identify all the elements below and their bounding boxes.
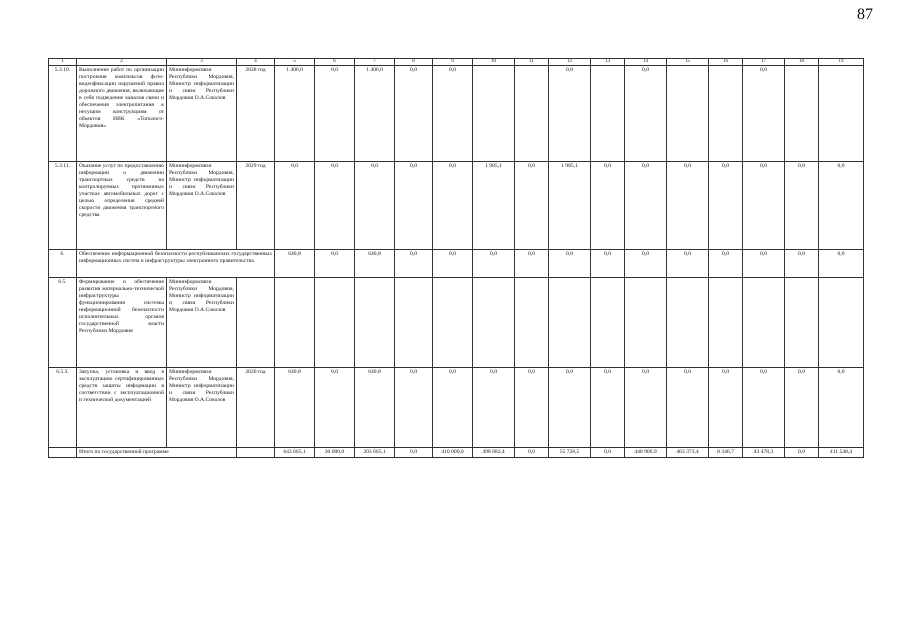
cell-value [819, 278, 864, 368]
total-value: 440 906,9 [625, 448, 667, 458]
total-value: 0,0 [591, 448, 625, 458]
cell-value: 0,0 [667, 368, 709, 448]
cell-value: 0,0 [819, 162, 864, 250]
column-number: 4 [237, 59, 275, 66]
cell-value: 0,0 [591, 368, 625, 448]
cell-value [591, 66, 625, 162]
cell-value [591, 278, 625, 368]
row-number: 6.5.3. [49, 368, 77, 448]
cell-value: 0,0 [743, 368, 785, 448]
column-number: 13 [591, 59, 625, 66]
cell-value: 1 406,0 [355, 66, 395, 162]
cell-value [819, 66, 864, 162]
total-number [49, 448, 77, 458]
column-number: 17 [743, 59, 785, 66]
cell-value [743, 278, 785, 368]
row-number: 5.3.11. [49, 162, 77, 250]
table-row [49, 162, 864, 250]
cell-value [315, 278, 355, 368]
row-executor: Мининформсвязи Республики Мордовия, Министр информатизации и связи Республики Мордовия О.А.Соколов [167, 66, 237, 162]
row-year: 2029 год [237, 162, 275, 250]
column-number-row [49, 59, 864, 66]
total-value: 0,0 [515, 448, 549, 458]
table-row [49, 66, 864, 162]
cell-value: 0,0 [709, 368, 743, 448]
total-value: 411 548,4 [819, 448, 864, 458]
column-number: 7 [355, 59, 395, 66]
total-value: 498 682,4 [473, 448, 515, 458]
cell-value: 0,0 [785, 368, 819, 448]
row-description: Формирование и обеспечение развития материально-технической инфраструктуры функционирования системы информационной безопасности исполнительных органов государственной власти Республики Мордовия [77, 278, 167, 368]
total-year [237, 448, 275, 458]
cell-value: 0,0 [625, 250, 667, 278]
cell-value [549, 278, 591, 368]
table-row [49, 250, 864, 278]
cell-value: 0,0 [549, 66, 591, 162]
cell-value: 1 985,1 [473, 162, 515, 250]
row-executor: Мининформсвязи Республики Мордовия, Министр информатизации и связи Республики Мордовия О.А.Соколов [167, 162, 237, 250]
row-number: 6.5. [49, 278, 77, 368]
cell-value [355, 278, 395, 368]
total-value: 30 000,0 [315, 448, 355, 458]
cell-value: 0,0 [785, 250, 819, 278]
cell-value: 0,0 [473, 250, 515, 278]
row-description: Выполнение работ по организации построения комплексов фото-видеофиксации нарушений правил дорожного движения, включающие в себя подведение каналов связи и обеспечения электропитания к несущим конструкциям от объектов ИВК «Тополого-Мордовия» [77, 66, 167, 162]
column-number: 2 [77, 59, 167, 66]
column-number: 12 [549, 59, 591, 66]
total-value: 203 665,1 [355, 448, 395, 458]
cell-value: 0,0 [819, 368, 864, 448]
total-value: 0,0 [785, 448, 819, 458]
row-year: 2028 год [237, 66, 275, 162]
total-value: 55 728,5 [549, 448, 591, 458]
column-number: 18 [785, 59, 819, 66]
cell-value [473, 278, 515, 368]
cell-value [785, 278, 819, 368]
row-number: 5.3.10. [49, 66, 77, 162]
cell-value: 0,0 [395, 66, 433, 162]
cell-value: 0,0 [433, 66, 473, 162]
cell-value [667, 278, 709, 368]
column-number: 15 [667, 59, 709, 66]
cell-value [433, 278, 473, 368]
cell-value: 0,0 [315, 368, 355, 448]
row-description: Обеспечение информационной безопасности республиканских государственных информационных систем и инфраструктуры электронного правительства [77, 250, 275, 278]
cell-value: 0,0 [625, 66, 667, 162]
total-value: 410 000,0 [433, 448, 473, 458]
cell-value [709, 66, 743, 162]
cell-value: 0,0 [433, 162, 473, 250]
cell-value: 0,0 [743, 66, 785, 162]
cell-value: 0,0 [709, 250, 743, 278]
cell-value: 0,0 [549, 368, 591, 448]
cell-value [473, 66, 515, 162]
column-number: 10 [473, 59, 515, 66]
cell-value: 0,0 [591, 250, 625, 278]
cell-value: 0,0 [743, 162, 785, 250]
column-number: 19 [819, 59, 864, 66]
cell-value: 0,0 [275, 162, 315, 250]
cell-value: 0,0 [667, 162, 709, 250]
cell-value: 0,0 [625, 368, 667, 448]
cell-value [515, 66, 549, 162]
cell-value [625, 278, 667, 368]
total-value: 0,0 [395, 448, 433, 458]
total-row [49, 448, 864, 458]
cell-value [395, 278, 433, 368]
cell-value: 1 406,0 [275, 66, 315, 162]
cell-value: 0,0 [591, 162, 625, 250]
cell-value: 0,0 [515, 162, 549, 250]
row-description: Оказание услуг по предоставлению информации о движении транспортных средств на контролируемых протяженных участках автомобильных дорог с целью определения средней скорости движения транспортного средства [77, 162, 167, 250]
cell-value: 0,0 [785, 162, 819, 250]
cell-value: 0,0 [625, 162, 667, 250]
column-number: 9 [433, 59, 473, 66]
cell-value: 0,0 [395, 368, 433, 448]
row-year [237, 278, 275, 368]
cell-value: 0,0 [395, 250, 433, 278]
cell-value [275, 278, 315, 368]
row-description: Закупка, установка и ввод в эксплуатацию сертифицированных средств защиты информации в соответствии с эксплуатационной и технической документацией [77, 368, 167, 448]
cell-value [709, 278, 743, 368]
cell-value: 0,0 [709, 162, 743, 250]
cell-value: 0,0 [315, 162, 355, 250]
total-label: Итого по государственной программе [77, 448, 237, 458]
cell-value: 640,8 [275, 368, 315, 448]
cell-value: 0,0 [473, 368, 515, 448]
column-number: 1 [49, 59, 77, 66]
column-number: 3 [167, 59, 237, 66]
cell-value: 0,0 [515, 368, 549, 448]
total-value: 8 346,7 [709, 448, 743, 458]
cell-value: 0,0 [743, 250, 785, 278]
row-year: 2020 год [237, 368, 275, 448]
column-number: 8 [395, 59, 433, 66]
total-value: 43 478,3 [743, 448, 785, 458]
cell-value: 0,0 [315, 66, 355, 162]
cell-value: 1 985,1 [549, 162, 591, 250]
cell-value: 0,0 [355, 162, 395, 250]
cell-value: 0,0 [515, 250, 549, 278]
total-value: 463 373,4 [667, 448, 709, 458]
column-number: 5 [275, 59, 315, 66]
column-number: 14 [625, 59, 667, 66]
page-number: 87 [857, 6, 873, 23]
cell-value: 0,0 [667, 250, 709, 278]
table-row [49, 368, 864, 448]
cell-value [667, 66, 709, 162]
column-number: 11 [515, 59, 549, 66]
cell-value: 640,8 [355, 250, 395, 278]
column-number: 16 [709, 59, 743, 66]
program-table [48, 58, 864, 458]
cell-value [515, 278, 549, 368]
cell-value: 0,0 [433, 250, 473, 278]
cell-value: 640,8 [355, 368, 395, 448]
cell-value: 0,0 [395, 162, 433, 250]
row-executor: Мининформсвязи Республики Мордовия, Министр информатизации и связи Республики Мордовия О.А.Соколов [167, 278, 237, 368]
cell-value: 0,0 [549, 250, 591, 278]
cell-value: 0,0 [819, 250, 864, 278]
cell-value: 0,0 [315, 250, 355, 278]
table-row [49, 278, 864, 368]
row-executor: Мининформсвязи Республики Мордовия, Министр информатизации и связи Республики Мордовия О.А.Соколов [167, 368, 237, 448]
cell-value: 0,0 [433, 368, 473, 448]
total-value: 643 665,1 [275, 448, 315, 458]
cell-value: 640,8 [275, 250, 315, 278]
row-number: 6. [49, 250, 77, 278]
cell-value [785, 66, 819, 162]
column-number: 6 [315, 59, 355, 66]
